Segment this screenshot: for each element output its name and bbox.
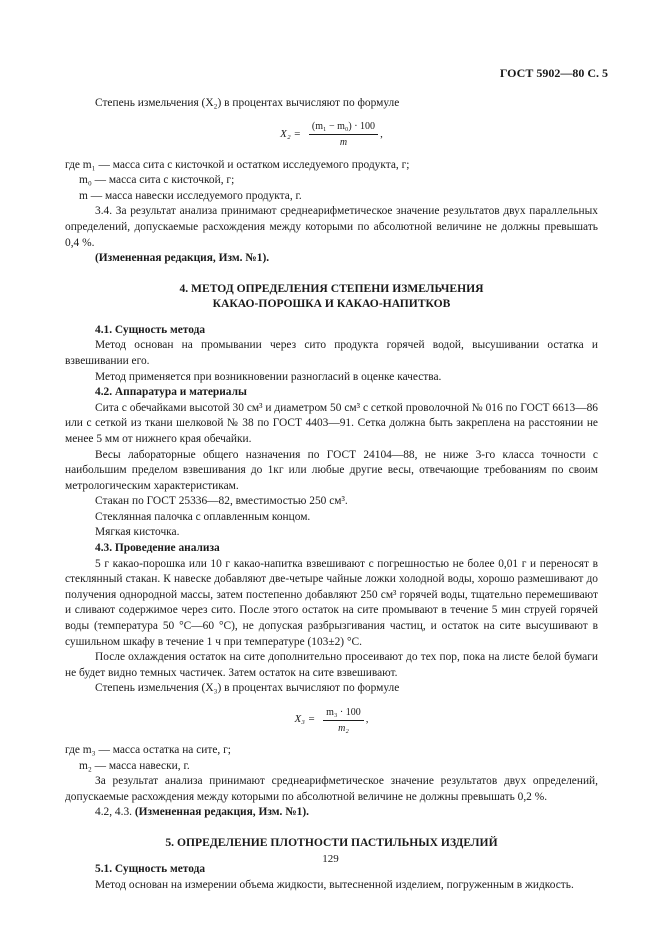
section-heading-4 — [65, 281, 598, 311]
subheading-4-1: 4.1. Сущность метода — [95, 323, 206, 336]
formula-intro-x3: Степень измельчения (X₃) в процентах вычисляют по формуле — [95, 682, 400, 695]
formula-x3-numerator: m₃ · 100 — [323, 706, 364, 721]
formula-x2-numerator: (m₁ − m₀) · 100 — [309, 120, 378, 135]
paragraph-4-3a: 5 г какао-порошка или 10 г какао-напитка взвешивают с погрешностью не более 0,01 г и переносят в стеклянный стакан. К навеске добавляют две-четыре чайные ложки холодной воды, хорошо размешивают до получения однородной массы, затем постепенно добавляют 250 см³ горячей воды, тщательно перемешивают и сливают содержимое через сито. После этого остаток на сите промывают в течение 5 мин струей горячей воды (температура 50 °С—60 °С), не допуская разбрызгивания частиц, и остаток на сите высушивают в сушильном шкафу в течение 1 ч при температуре (103±2) °С. — [65, 557, 598, 648]
formula-x2 — [65, 112, 598, 158]
paragraph-4-3d: За результат анализа принимают среднеарифметическое значение результатов двух определений, допускаемые расхождения между которыми по абсолютной величине не должны превышать 0,2 %. — [65, 775, 598, 803]
edit-note-1: (Измененная редакция, Изм. №1). — [95, 252, 270, 265]
formula-intro-x2: Степень измельчения (X₂) в процентах вычисляют по формуле — [95, 97, 400, 109]
page-header: ГОСТ 5902—80 С. 5 — [499, 66, 608, 80]
legend-x2-item: m₀ — масса сита с кисточкой, г; — [79, 174, 235, 187]
formula-x2-denominator: m — [339, 137, 348, 149]
paragraph-4-2d: Стеклянная палочка с оплавленным концом. — [95, 510, 311, 523]
subheading-5-1: 5.1. Сущность метода — [95, 862, 206, 875]
subheading-4-2: 4.2. Аппаратура и материалы — [95, 386, 247, 399]
legend-x3-item: где m₃ — масса остатка на сите, г; — [65, 744, 231, 756]
paragraph-4-1a: Метод основан на промывании через сито продукта горячей водой, высушивании остатка и взвешивании его. — [65, 339, 598, 367]
paragraph-5-1: Метод основан на измерении объема жидкости, вытесненной изделием, погруженным в жидкость. — [95, 878, 574, 891]
formula-x3-fraction — [323, 706, 364, 735]
formula-x3-tail: , — [365, 713, 369, 726]
document-body — [65, 96, 598, 893]
formula-x3-denominator: m₂ — [338, 722, 349, 734]
paragraph-4-2e: Мягкая кисточка. — [95, 526, 180, 539]
paragraph-4-2a: Сита с обечайками высотой 30 см³ и диаметром 50 см³ с сеткой проволочной № 016 по ГОСТ 6613—86 или с сеткой из ткани шелковой № 38 по ГОСТ 4403—91. Сетка должна быть закреплена на расстоянии не менее 5 мм от нижнего края обечайки. — [65, 401, 598, 445]
legend-x3 — [65, 743, 598, 774]
section-heading-4-line: КАКАО-ПОРОШКА И КАКАО-НАПИТКОВ — [212, 296, 451, 310]
edit-note-2-text: (Измененная редакция, Изм. №1). — [134, 806, 309, 819]
edit-note-2 — [65, 805, 598, 821]
legend-x2-item: где m₁ — масса сита с кисточкой и остатком исследуемого продукта, г; — [65, 158, 410, 171]
formula-x3-lhs: X₃ = — [294, 713, 316, 726]
subheading-4-3: 4.3. Проведение анализа — [95, 542, 220, 555]
paragraph-4-3b: После охлаждения остаток на сите дополнительно просеивают до тех пор, пока на листе белой бумаги не будет видно темных частичек. Затем остаток на сите взвешивают. — [65, 651, 598, 679]
paragraph-4-2b: Весы лабораторные общего назначения по ГОСТ 24104—88, не ниже 3-го класса точности с наибольшим пределом взвешивания до 1кг или любые другие весы, отвечающие требованиям по своим метрологическим характеристикам. — [65, 448, 598, 492]
paragraph-4-2c: Стакан по ГОСТ 25336—82, вместимостью 250 см³. — [95, 495, 348, 508]
formula-x2-fraction — [309, 120, 378, 149]
legend-x2 — [65, 158, 598, 205]
section-heading-4-line: 4. МЕТОД ОПРЕДЕЛЕНИЯ СТЕПЕНИ ИЗМЕЛЬЧЕНИЯ — [179, 281, 484, 295]
paragraph-3-4: 3.4. За результат анализа принимают среднеарифметическое значение результатов двух параллельных определений, допускаемые расхождения между которыми по абсолютной величине не должны превышать 0,4 %. — [65, 205, 598, 249]
page-number: 129 — [322, 853, 339, 865]
formula-x2-tail: , — [380, 127, 383, 140]
section-heading-5-line: 5. ОПРЕДЕЛЕНИЕ ПЛОТНОСТИ ПАСТИЛЬНЫХ ИЗДЕЛИЙ — [165, 835, 498, 849]
legend-x3-item: m₂ — масса навески, г. — [79, 759, 190, 772]
section-heading-5 — [65, 835, 598, 850]
legend-x2-item: m — масса навески исследуемого продукта, г. — [79, 189, 302, 202]
edit-note-2-prefix: 4.2, 4.3. — [95, 806, 133, 819]
paragraph-4-1b: Метод применяется при возникновении разногласий в оценке качества. — [95, 370, 442, 383]
formula-x2-lhs: X₂ = — [280, 127, 301, 140]
formula-x3 — [65, 697, 598, 743]
